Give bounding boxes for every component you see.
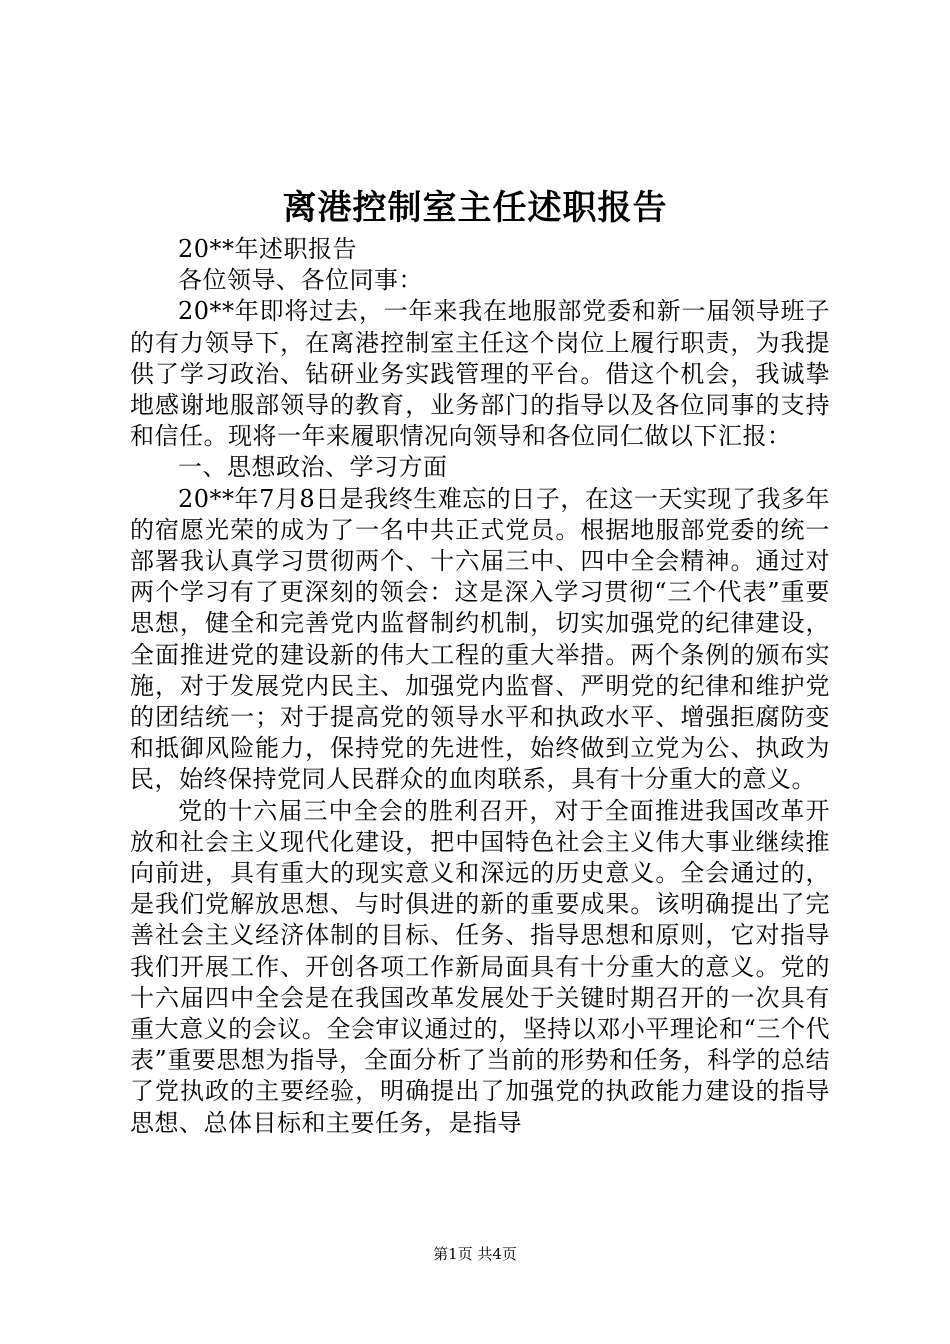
document-title: 离港控制室主任述职报告 bbox=[282, 188, 668, 228]
page-footer: 第1页 共4页 bbox=[433, 1245, 517, 1263]
salutation: 各位领导、各位同事： bbox=[178, 266, 423, 295]
section-heading: 一、思想政治、学习方面 bbox=[178, 453, 448, 482]
body-paragraph: 20**年7月8日是我终生难忘的日子，在这一天实现了我多年的宿愿光荣的成为了一名中共正式党员。根据地服部党委的统一部署我认真学习贯彻两个、十六届三中、四中全会精神。通过对两个学习有了更深刻的领会：这是深入学习贯彻“三个代表”重要思想，健全和完善党内监督制约机制，切实加强党的纪律建设，全面推进党的建设新的伟大工程的重大举措。两个条例的颁布实施，对于发展党内民主、加强党内监督、严明党的纪律和维护党的团结统一；对于提高党的领导水平和执政水平、增强拒腐防变和抵御风险能力，保持党的先进性，始终做到立党为公、执政为民，始终保持党同人民群众的血肉联系，具有十分重大的意义。 bbox=[130, 484, 830, 794]
document-body bbox=[130, 234, 830, 1139]
body-paragraph: 党的十六届三中全会的胜利召开，对于全面推进我国改革开放和社会主义现代化建设，把中国特色社会主义伟大事业继续推向前进，具有重大的现实意义和深远的历史意义。全会通过的，是我们党解放思想、与时俱进的新的重要成果。该明确提出了完善社会主义经济体制的目标、任务、指导思想和原则，它对指导我们开展工作、开创各项工作新局面具有十分重大的意义。党的十六届四中全会是在我国改革发展处于关键时期召开的一次具有重大意义的会议。全会审议通过的，坚持以邓小平理论和“三个代表”重要思想为指导，全面分析了当前的形势和任务，科学的总结了党执政的主要经验，明确提出了加强党的执政能力建设的指导思想、总体目标和主要任务，是指导 bbox=[130, 796, 830, 1137]
intro-paragraph: 20**年即将过去，一年来我在地服部党委和新一届领导班子的有力领导下，在离港控制室主任这个岗位上履行职责，为我提供了学习政治、钻研业务实践管理的平台。借这个机会，我诚挚地感谢地服部领导的教育，业务部门的指导以及各位同事的支持和信任。现将一年来履职情况向领导和各位同仁做以下汇报： bbox=[130, 297, 830, 451]
report-year-line: 20**年述职报告 bbox=[178, 235, 358, 263]
